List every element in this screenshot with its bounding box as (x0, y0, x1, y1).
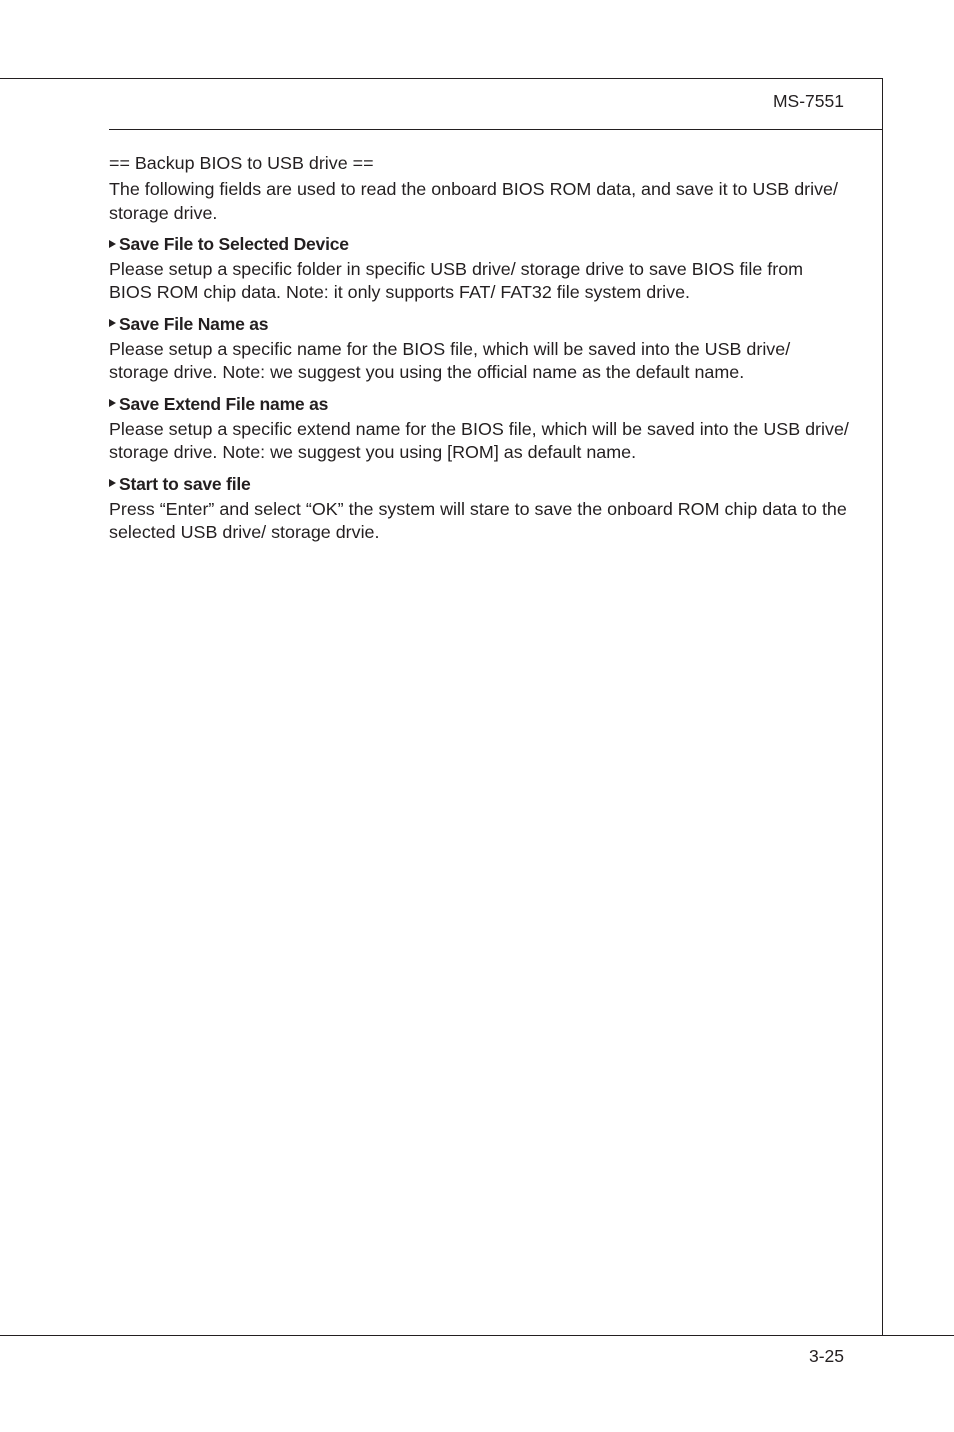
section-heading-start-save (109, 473, 849, 496)
section-title: Start to save file (119, 473, 251, 494)
triangle-bullet-icon (109, 240, 116, 248)
section-heading-save-file-name (109, 313, 849, 336)
model-number: MS-7551 (772, 91, 844, 111)
section-description: Press “Enter” and select “OK” the system will stare to save the onboard ROM chip data to the selected USB drive/ storage drvie. (109, 498, 847, 543)
section-description: Please setup a specific folder in specific USB drive/ storage drive to save BIOS file from BIOS ROM chip data. Note: it only supports FAT/ FAT32 file system drive. (109, 259, 804, 303)
triangle-bullet-icon (109, 399, 116, 407)
bottom-rule (0, 1335, 954, 1336)
section-description: Please setup a specific name for the BIOS file, which will be saved into the USB drive/ storage drive. Note: we suggest you using the official name as the default name. (109, 339, 791, 383)
intro-heading: == Backup BIOS to USB drive == (109, 153, 374, 173)
section-heading-save-extend-name (109, 393, 849, 416)
section-title: Save File Name as (119, 313, 269, 334)
intro-text: The following fields are used to read the onboard BIOS ROM data, and save it to USB drive/ storage drive. (109, 179, 838, 223)
top-rule (0, 78, 883, 79)
section-title: Save Extend File name as (119, 393, 329, 414)
page-number: 3-25 (808, 1346, 844, 1366)
section-title: Save File to Selected Device (119, 233, 349, 254)
section-description: Please setup a specific extend name for the BIOS file, which will be saved into the USB drive/ storage drive. Note: we suggest you using [ROM] as default name. (109, 418, 849, 463)
header-underline (109, 129, 883, 130)
triangle-bullet-icon (109, 479, 116, 487)
triangle-bullet-icon (109, 319, 116, 327)
right-margin-rule (882, 78, 883, 1335)
section-heading-save-file-device (109, 233, 849, 256)
page-content (109, 152, 849, 544)
